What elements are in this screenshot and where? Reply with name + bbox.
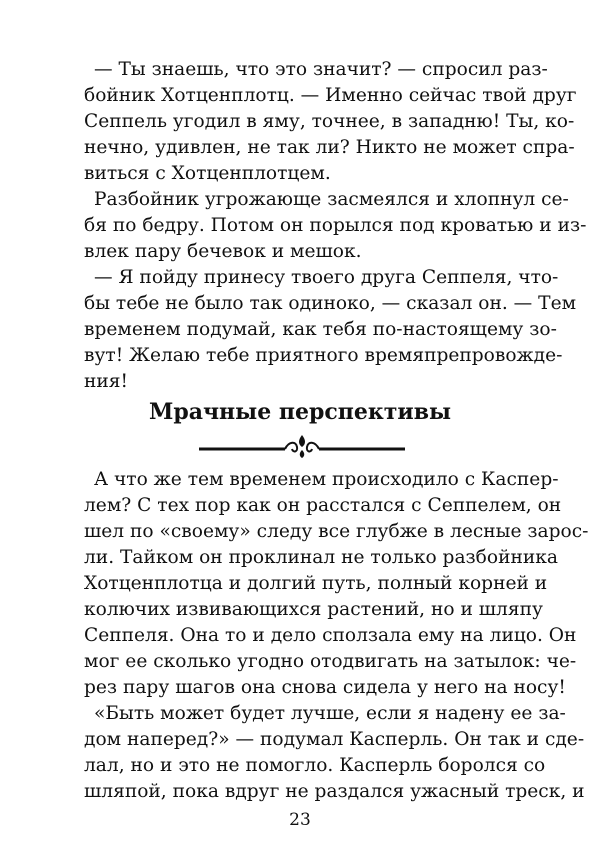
text-line: влек пару бечевок и мешок. [84, 241, 362, 262]
text-line: Разбойник угрожающе засмеялся и хлопнул се- [94, 189, 569, 210]
text-line: лал, но и это не помогло. Касперль боролся со [84, 755, 546, 776]
text-line: лем? С тех пор как он расстался с Сеппелем, он [84, 495, 562, 516]
text-line: ли. Тайком он проклинал не только разбойника [84, 547, 558, 568]
page-number: 23 [289, 810, 311, 830]
chapter-title: Мрачные перспективы [148, 399, 452, 425]
text-line: бойник Хотценплотц. — Именно сейчас твой друг [84, 85, 577, 106]
text-line: «Быть может будет лучше, если я надену ее за- [94, 703, 566, 724]
text-line: — Ты знаешь, что это значит? — спросил раз- [94, 59, 548, 80]
text-line: бя по бедру. Потом он порылся под кроватью и из- [84, 215, 587, 236]
text-line: Сеппеля. Она то и дело сползала ему на лицо. Он [84, 625, 577, 646]
text-line: временем подумай, как тебя по-настоящему зо- [84, 319, 557, 340]
text-line: колючих извивающихся растений, но и шляпу [84, 599, 543, 620]
text-line: Сеппель угодил в яму, точнее, в западню! Ты, ко- [84, 111, 575, 132]
text-line: Хотценплотца и долгий путь, полный корней и [84, 573, 548, 594]
text-line: ния! [84, 371, 128, 392]
text-line: виться с Хотценплотцем. [84, 163, 331, 184]
text-line: рез пару шагов она снова сидела у него на носу! [84, 677, 566, 698]
text-line: шляпой, пока вдруг не раздался ужасный треск, и [84, 781, 585, 802]
text-line: — Я пойду принесу твоего друга Сеппеля, что- [94, 267, 559, 288]
text-line: мог ее сколько угодно отодвигать на затылок: че- [84, 651, 577, 672]
text-line: вут! Желаю тебе приятного времяпрепровожде- [84, 345, 563, 366]
text-line: нечно, удивлен, не так ли? Никто не может спра- [84, 137, 575, 158]
ornament-divider-icon [197, 432, 407, 460]
text-line: дом наперед?» — подумал Касперль. Он так и сде- [84, 729, 585, 750]
text-line: шел по «своему» следу все глубже в лесные зарос- [84, 521, 589, 542]
text-line: бы тебе не было так одиноко, — сказал он. — Тем [84, 293, 577, 314]
text-line: А что же тем временем происходило с Каспер- [94, 469, 559, 490]
